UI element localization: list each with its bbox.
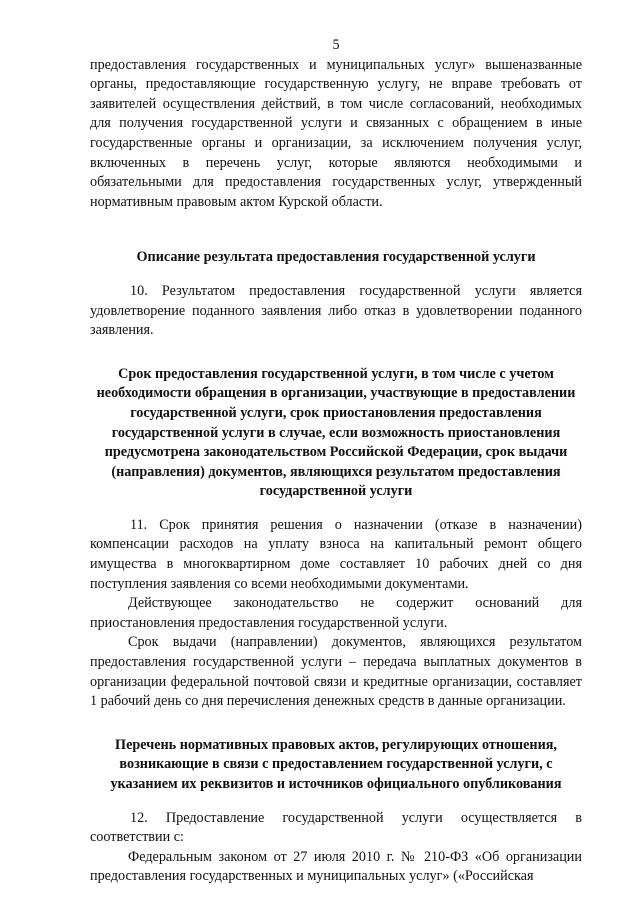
intro-paragraph: предоставления государственных и муниципальных услуг» вышеназванные органы, предоставляющие государственную услугу, не вправе требовать от заявителей осуществления действий, в том числе согласований, необходимых для получения государственной услуги и связанных с обращением в иные государственные органы и организации, за исключением получения услуг, включенных в перечень услуг, которые являются необходимыми и обязательными для предоставления государственных услуг, утвержденный нормативным правовым актом Курской области.: [90, 56, 582, 210]
paragraph-12-federal-law: Федеральным законом от 27 июля 2010 г. № 210-ФЗ «Об организации предоставления государственных и муниципальных услуг» («Российская: [90, 848, 582, 885]
paragraph-10: 10. Результатом предоставления государственной услуги является удовлетворение поданного заявления либо отказ в удовлетворении поданного заявления.: [90, 282, 582, 339]
section-heading-acts: Перечень нормативных правовых актов, регулирующих отношения, возникающие в связи с предоставлением государственной услуги, с указанием их реквизитов и источников официального опубликования: [110, 736, 562, 792]
paragraph-11-issuance: Срок выдачи (направлении) документов, являющихся результатом предоставления государственной услуги – передача выплатных документов в организации федеральной почтовой связи и кредитные организации, составляет 1 рабочий день со дня перечисления денежных средств в данные организации.: [90, 634, 582, 710]
spacer: [90, 712, 582, 736]
page-number: 5: [332, 37, 340, 53]
paragraph-11: 11. Срок принятия решения о назначении (отказе в назначении) компенсации расходов на уплату взноса на капитальный ремонт общего имущества в многоквартирном доме составляет 10 рабочих дней со дня поступления заявления со всеми необходимыми документами.: [90, 516, 582, 592]
paragraph-11-suspension: Действующее законодательство не содержит оснований для приостановления предоставления государственной услуги.: [90, 595, 582, 631]
section-heading-result: Описание результата предоставления государственной услуги: [136, 249, 536, 266]
spacer: [90, 502, 582, 516]
spacer: [90, 268, 582, 282]
spacer: [90, 212, 582, 248]
spacer: [90, 341, 582, 365]
spacer: [90, 795, 582, 809]
paragraph-12: 12. Предоставление государственной услуги осуществляется в соответствии с:: [90, 809, 582, 846]
section-heading-term: Срок предоставления государственной услуги, в том числе с учетом необходимости обращения в организации, участвующие в предоставлении государственной услуги, срок приостановления предоставления государственной услуги в случае, если возможность приостановления предусмотрена законодательством Российской Федерации, срок выдачи (направления) документов, являющихся результатом предоставления государственной услуги: [96, 365, 576, 500]
